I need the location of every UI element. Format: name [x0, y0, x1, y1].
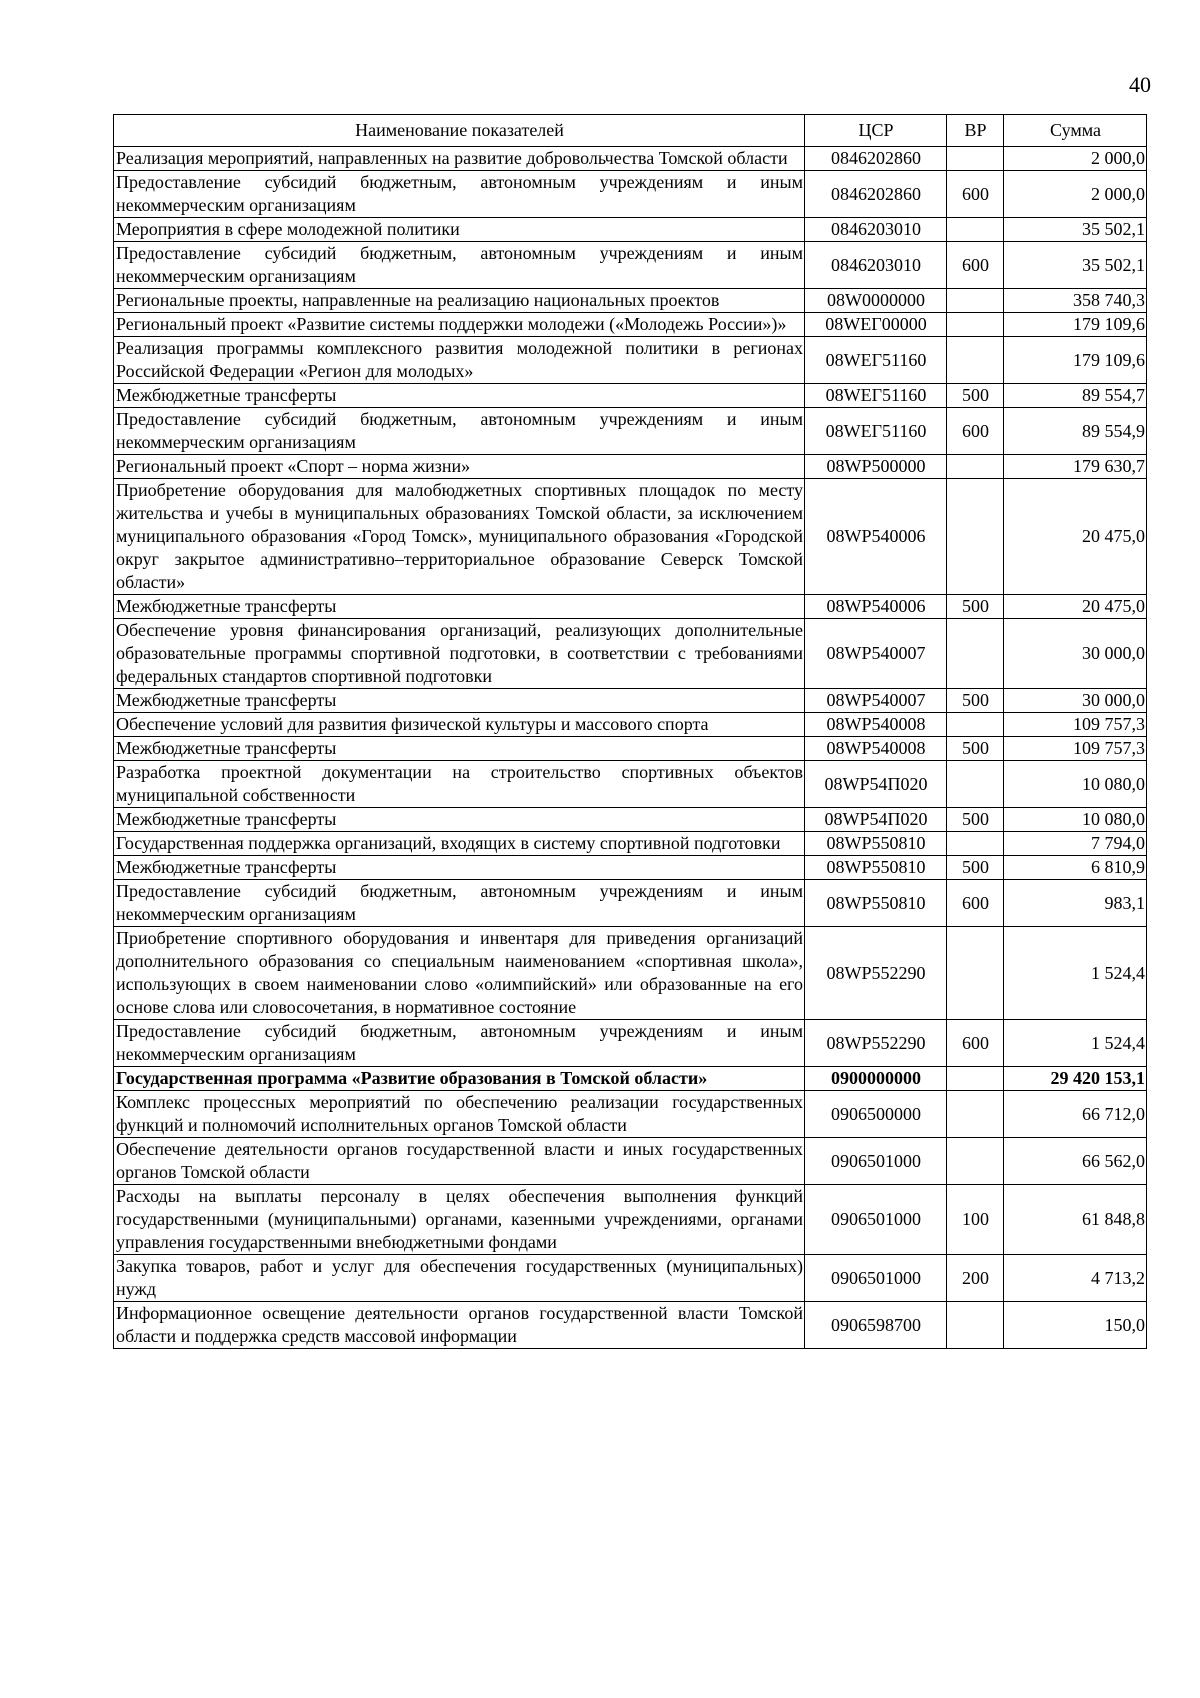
cell-sum: 29 420 153,1: [1004, 1067, 1147, 1091]
cell-sum: 7 794,0: [1004, 832, 1147, 856]
cell-vr: [947, 479, 1004, 595]
cell-vr: 500: [947, 856, 1004, 880]
cell-name: Информационное освещение деятельности органов государственной власти Томской области и поддержка средств массовой информации: [114, 1302, 805, 1349]
cell-sum: 179 630,7: [1004, 455, 1147, 479]
cell-sum: 61 848,8: [1004, 1185, 1147, 1255]
table-row: [114, 171, 1147, 218]
table-row: [114, 1185, 1147, 1255]
cell-csr: 0906501000: [805, 1255, 947, 1302]
table-row: [114, 832, 1147, 856]
cell-csr: 08WEГ00000: [805, 313, 947, 337]
cell-sum: 66 562,0: [1004, 1138, 1147, 1185]
cell-name: Межбюджетные трансферты: [114, 737, 805, 761]
cell-vr: 200: [947, 1255, 1004, 1302]
cell-name: Реализация мероприятий, направленных на развитие добровольчества Томской области: [114, 147, 805, 171]
table-row: [114, 808, 1147, 832]
cell-vr: 500: [947, 595, 1004, 619]
cell-name: Межбюджетные трансферты: [114, 689, 805, 713]
cell-vr: [947, 927, 1004, 1020]
table-row: [114, 408, 1147, 455]
header-name: Наименование показателей: [114, 115, 805, 147]
cell-vr: [947, 619, 1004, 689]
cell-csr: 08WP540006: [805, 479, 947, 595]
table-row: [114, 384, 1147, 408]
cell-name: Расходы на выплаты персоналу в целях обеспечения выполнения функций государственными (муниципальными) органами, казенными учреждениями, органами управления государственными внебюджетными фондами: [114, 1185, 805, 1255]
cell-sum: 89 554,7: [1004, 384, 1147, 408]
cell-vr: 600: [947, 1020, 1004, 1067]
cell-vr: [947, 218, 1004, 242]
cell-csr: 08WP550810: [805, 832, 947, 856]
table-row: [114, 337, 1147, 384]
header-row: [114, 115, 1147, 147]
cell-sum: 358 740,3: [1004, 289, 1147, 313]
cell-vr: [947, 313, 1004, 337]
cell-name: Предоставление субсидий бюджетным, автономным учреждениям и иным некоммерческим организациям: [114, 242, 805, 289]
cell-csr: 08WP550810: [805, 856, 947, 880]
cell-vr: [947, 832, 1004, 856]
cell-vr: 600: [947, 408, 1004, 455]
cell-csr: 0846202860: [805, 171, 947, 218]
cell-sum: 2 000,0: [1004, 171, 1147, 218]
cell-vr: [947, 147, 1004, 171]
cell-name: Региональный проект «Развитие системы поддержки молодежи («Молодежь России»)»: [114, 313, 805, 337]
cell-csr: 08WEГ51160: [805, 337, 947, 384]
cell-csr: 08WP540008: [805, 737, 947, 761]
cell-sum: 109 757,3: [1004, 713, 1147, 737]
cell-name: Региональный проект «Спорт – норма жизни»: [114, 455, 805, 479]
header-sum: Сумма: [1004, 115, 1147, 147]
cell-sum: 6 810,9: [1004, 856, 1147, 880]
cell-csr: 0846202860: [805, 147, 947, 171]
cell-csr: 08WP500000: [805, 455, 947, 479]
cell-csr: 08WEГ51160: [805, 384, 947, 408]
cell-sum: 4 713,2: [1004, 1255, 1147, 1302]
cell-csr: 08WP54П020: [805, 808, 947, 832]
cell-vr: 100: [947, 1185, 1004, 1255]
cell-csr: 0846203010: [805, 242, 947, 289]
table-row: [114, 737, 1147, 761]
cell-csr: 0906501000: [805, 1138, 947, 1185]
cell-vr: [947, 1067, 1004, 1091]
cell-sum: 35 502,1: [1004, 218, 1147, 242]
table-row: [114, 880, 1147, 927]
cell-sum: 1 524,4: [1004, 1020, 1147, 1067]
cell-vr: 500: [947, 384, 1004, 408]
cell-name: Закупка товаров, работ и услуг для обеспечения государственных (муниципальных) нужд: [114, 1255, 805, 1302]
cell-csr: 08WP550810: [805, 880, 947, 927]
header-csr: ЦСР: [805, 115, 947, 147]
cell-vr: 600: [947, 880, 1004, 927]
cell-sum: 2 000,0: [1004, 147, 1147, 171]
cell-csr: 0906501000: [805, 1185, 947, 1255]
cell-name: Мероприятия в сфере молодежной политики: [114, 218, 805, 242]
cell-csr: 08WEГ51160: [805, 408, 947, 455]
cell-sum: 20 475,0: [1004, 595, 1147, 619]
cell-vr: 600: [947, 242, 1004, 289]
cell-csr: 08WP552290: [805, 1020, 947, 1067]
cell-name: Межбюджетные трансферты: [114, 856, 805, 880]
cell-name: Обеспечение деятельности органов государственной власти и иных государственных органов Томской области: [114, 1138, 805, 1185]
table-row: [114, 713, 1147, 737]
cell-name: Предоставление субсидий бюджетным, автономным учреждениям и иным некоммерческим организациям: [114, 408, 805, 455]
cell-vr: [947, 455, 1004, 479]
table-row: [114, 927, 1147, 1020]
table-row: [114, 218, 1147, 242]
cell-sum: 150,0: [1004, 1302, 1147, 1349]
cell-name: Разработка проектной документации на строительство спортивных объектов муниципальной собственности: [114, 761, 805, 808]
cell-name: Межбюджетные трансферты: [114, 384, 805, 408]
cell-vr: [947, 289, 1004, 313]
table-header: [114, 115, 1147, 147]
cell-vr: [947, 1302, 1004, 1349]
cell-name: Приобретение оборудования для малобюджетных спортивных площадок по месту жительства и учебы в муниципальных образованиях Томской области, за исключением муниципального образования «Город Томск», муниципального образования «Городской округ закрытое административно–территориальное образование Северск Томской области»: [114, 479, 805, 595]
cell-name: Государственная поддержка организаций, входящих в систему спортивной подготовки: [114, 832, 805, 856]
cell-sum: 983,1: [1004, 880, 1147, 927]
cell-sum: 89 554,9: [1004, 408, 1147, 455]
cell-sum: 179 109,6: [1004, 337, 1147, 384]
header-vr: ВР: [947, 115, 1004, 147]
cell-name: Предоставление субсидий бюджетным, автономным учреждениям и иным некоммерческим организациям: [114, 1020, 805, 1067]
table-row: [114, 455, 1147, 479]
cell-csr: 0846203010: [805, 218, 947, 242]
cell-name: Предоставление субсидий бюджетным, автономным учреждениям и иным некоммерческим организациям: [114, 880, 805, 927]
cell-name: Межбюджетные трансферты: [114, 595, 805, 619]
cell-vr: 500: [947, 737, 1004, 761]
cell-name: Приобретение спортивного оборудования и инвентаря для приведения организаций дополнительного образования со специальным наименованием «спортивная школа», использующих в своем наименовании слово «олимпийский» или образованные на его основе слова или словосочетания, в нормативное состояние: [114, 927, 805, 1020]
cell-name: Реализация программы комплексного развития молодежной политики в регионах Российской Федерации «Регион для молодых»: [114, 337, 805, 384]
table-row: [114, 147, 1147, 171]
table-row: [114, 1091, 1147, 1138]
table-row: [114, 1138, 1147, 1185]
cell-vr: [947, 1138, 1004, 1185]
cell-vr: 500: [947, 808, 1004, 832]
cell-name: Предоставление субсидий бюджетным, автономным учреждениям и иным некоммерческим организациям: [114, 171, 805, 218]
page-number: 40: [1129, 72, 1151, 97]
cell-sum: 30 000,0: [1004, 689, 1147, 713]
table-row: [114, 619, 1147, 689]
cell-vr: [947, 1091, 1004, 1138]
table-row: [114, 761, 1147, 808]
table-row: [114, 313, 1147, 337]
cell-csr: 0900000000: [805, 1067, 947, 1091]
cell-name: Региональные проекты, направленные на реализацию национальных проектов: [114, 289, 805, 313]
table-row: [114, 1302, 1147, 1349]
cell-sum: 30 000,0: [1004, 619, 1147, 689]
cell-vr: [947, 337, 1004, 384]
cell-vr: [947, 713, 1004, 737]
cell-name: Государственная программа «Развитие образования в Томской области»: [114, 1067, 805, 1091]
table-row: [114, 689, 1147, 713]
budget-table: [113, 114, 1147, 1349]
table-body: [114, 147, 1147, 1349]
cell-vr: [947, 761, 1004, 808]
cell-sum: 179 109,6: [1004, 313, 1147, 337]
table-row: [114, 479, 1147, 595]
cell-vr: 600: [947, 171, 1004, 218]
table-row: [114, 1020, 1147, 1067]
cell-name: Межбюджетные трансферты: [114, 808, 805, 832]
cell-sum: 109 757,3: [1004, 737, 1147, 761]
cell-csr: 08WP540008: [805, 713, 947, 737]
cell-csr: 08WP540006: [805, 595, 947, 619]
cell-csr: 0906598700: [805, 1302, 947, 1349]
table-row: [114, 595, 1147, 619]
cell-name: Обеспечение уровня финансирования организаций, реализующих дополнительные образовательные программы спортивной подготовки, в соответствии с требованиями федеральных стандартов спортивной подготовки: [114, 619, 805, 689]
cell-name: Обеспечение условий для развития физической культуры и массового спорта: [114, 713, 805, 737]
cell-sum: 10 080,0: [1004, 808, 1147, 832]
cell-csr: 08WP540007: [805, 689, 947, 713]
table-row: [114, 1255, 1147, 1302]
cell-csr: 08WP552290: [805, 927, 947, 1020]
cell-csr: 0906500000: [805, 1091, 947, 1138]
cell-name: Комплекс процессных мероприятий по обеспечению реализации государственных функций и полномочий исполнительных органов Томской области: [114, 1091, 805, 1138]
cell-sum: 20 475,0: [1004, 479, 1147, 595]
cell-csr: 08WP54П020: [805, 761, 947, 808]
table-row: [114, 1067, 1147, 1091]
table-row: [114, 856, 1147, 880]
cell-csr: 08W0000000: [805, 289, 947, 313]
table-row: [114, 289, 1147, 313]
cell-sum: 35 502,1: [1004, 242, 1147, 289]
cell-csr: 08WP540007: [805, 619, 947, 689]
cell-vr: 500: [947, 689, 1004, 713]
table-row: [114, 242, 1147, 289]
cell-sum: 10 080,0: [1004, 761, 1147, 808]
cell-sum: 66 712,0: [1004, 1091, 1147, 1138]
cell-sum: 1 524,4: [1004, 927, 1147, 1020]
